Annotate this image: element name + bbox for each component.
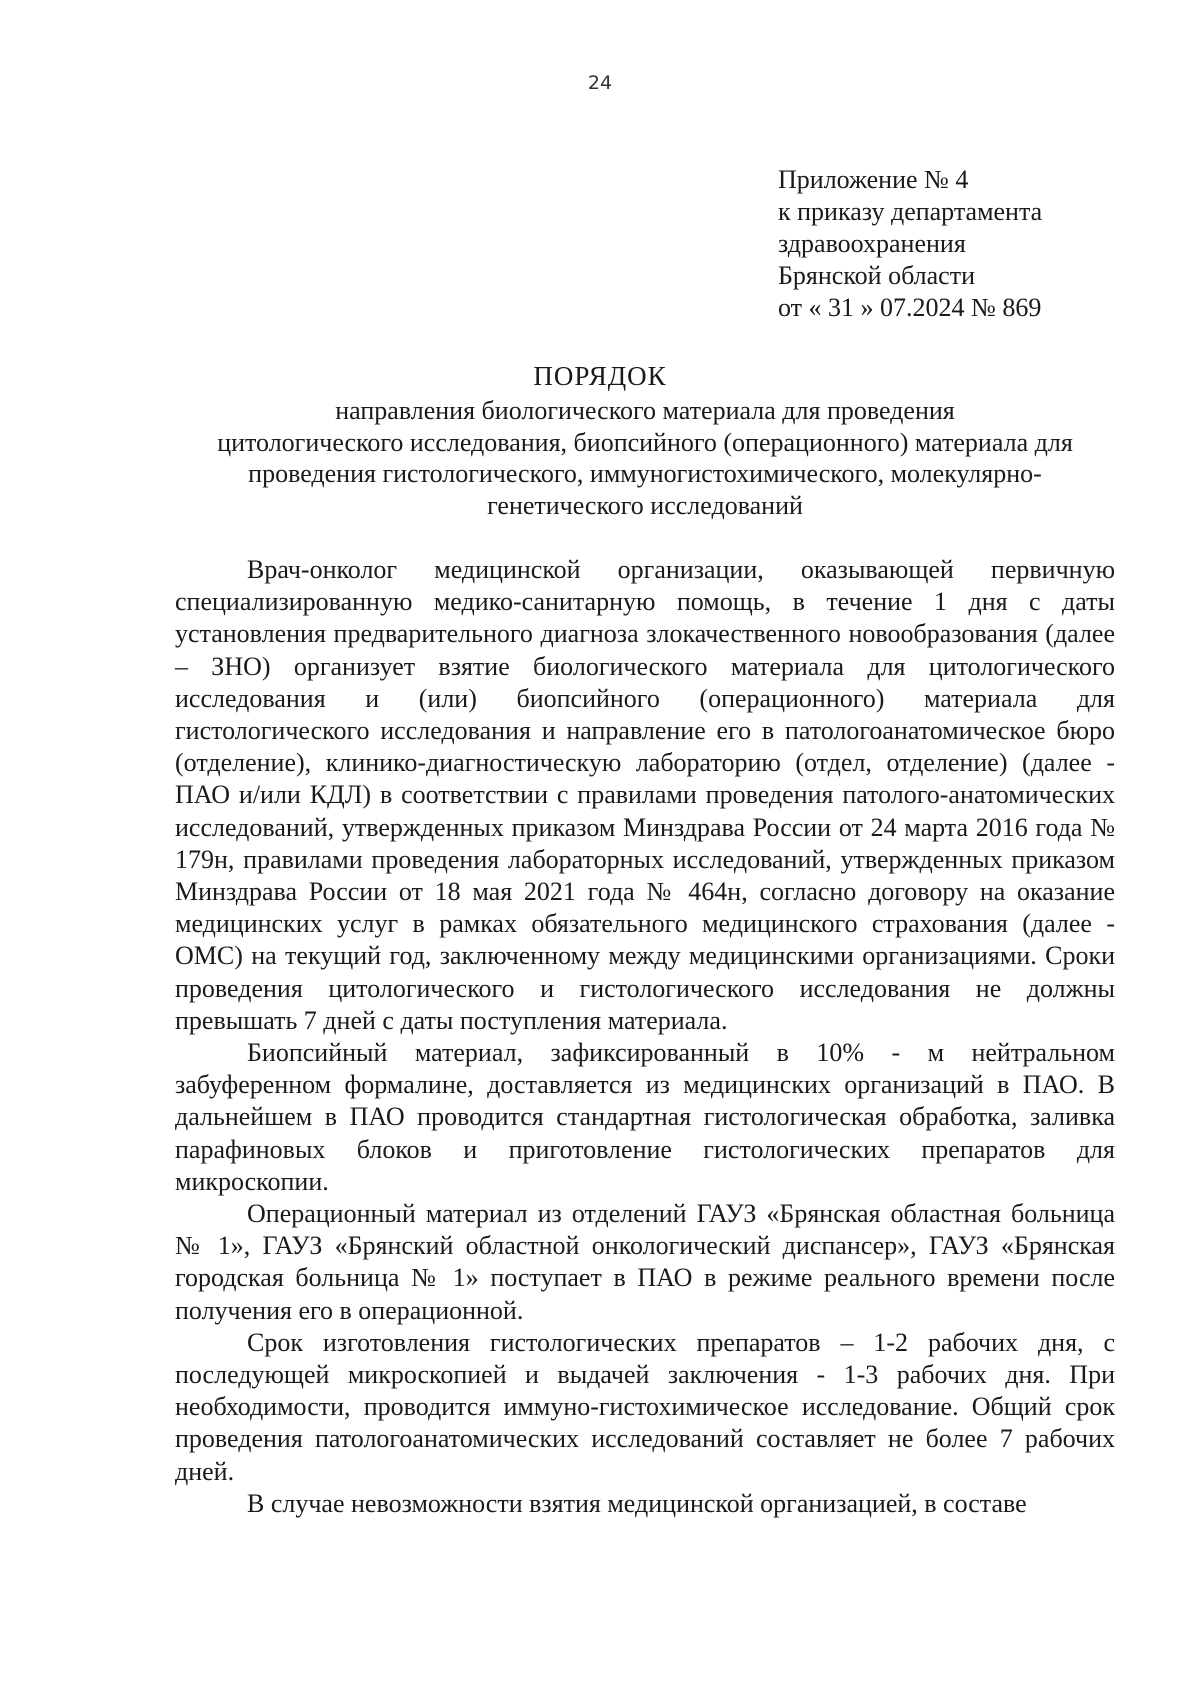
paragraph: Врач-онколог медицинской организации, оказывающей первичную специализированную медико-санитарную помощь, в течение 1 дня с даты установления предварительного диагноза злокачественного новообразования (далее – ЗНО) организует взятие биологического материала для цитологического исследования и (или) биопсийного (операционного) материала для гистологического исследования и направление его в патологоанатомическое бюро (отделение), клинико-диагностическую лабораторию (отдел, отделение) (далее - ПАО и/или КДЛ) в соответствии с правилами проведения патолого-анатомических исследований, утвержденных приказом Минздрава России от 24 марта 2016 года № 179н, правилами проведения лабораторных исследований, утвержденных приказом Минздрава России от 18 мая 2021 года № 464н, согласно договору на оказание медицинских услуг в рамках обязательного медицинского страхования (далее - ОМС) на текущий год, заключенному между медицинскими организациями. Сроки проведения цитологического и гистологического исследования не должны превышать 7 дней с даты поступления материала. bbox=[175, 555, 1115, 1035]
appendix-line: к приказу департамента bbox=[778, 197, 1043, 226]
appendix-block bbox=[778, 164, 1042, 324]
subtitle-line: проведения гистологического, иммуногистохимического, молекулярно- bbox=[248, 459, 1042, 488]
appendix-line: от « 31 » 07.2024 № 869 bbox=[778, 293, 1042, 322]
paragraph: Срок изготовления гистологических препаратов – 1-2 рабочих дня, с последующей микроскопией и выдачей заключения - 1-3 рабочих дня. При необходимости, проводится иммуно-гистохимическое исследование. Общий срок проведения патологоанатомических исследований составляет не более 7 рабочих дней. bbox=[175, 1327, 1115, 1486]
document-subtitle bbox=[175, 395, 1115, 521]
appendix-line: здравоохранения bbox=[778, 229, 966, 258]
page-number: 24 bbox=[587, 72, 613, 94]
subtitle-line: цитологического исследования, биопсийного (операционного) материала для bbox=[217, 427, 1073, 457]
subtitle-line: направления биологического материала для проведения bbox=[335, 396, 955, 425]
document-body bbox=[175, 554, 1115, 1520]
subtitle-line: генетического исследований bbox=[487, 490, 803, 520]
document-title: ПОРЯДОК bbox=[533, 361, 667, 391]
appendix-line: Приложение № 4 bbox=[778, 165, 969, 194]
paragraph: В случае невозможности взятия медицинской организацией, в составе bbox=[247, 1488, 1027, 1518]
appendix-line: Брянской области bbox=[778, 261, 975, 290]
paragraph: Операционный материал из отделений ГАУЗ «Брянская областная больница № 1», ГАУЗ «Брянский областной онкологический диспансер», ГАУЗ «Брянская городская больница № 1» поступает в ПАО в режиме реального времени после получения его в операционной. bbox=[175, 1199, 1115, 1325]
paragraph: Биопсийный материал, зафиксированный в 10% - м нейтральном забуференном формалине, доставляется из медицинских организаций в ПАО. В дальнейшем в ПАО проводится стандартная гистологическая обработка, заливка парафиновых блоков и приготовление гистологических препаратов для микроскопии. bbox=[175, 1038, 1115, 1196]
